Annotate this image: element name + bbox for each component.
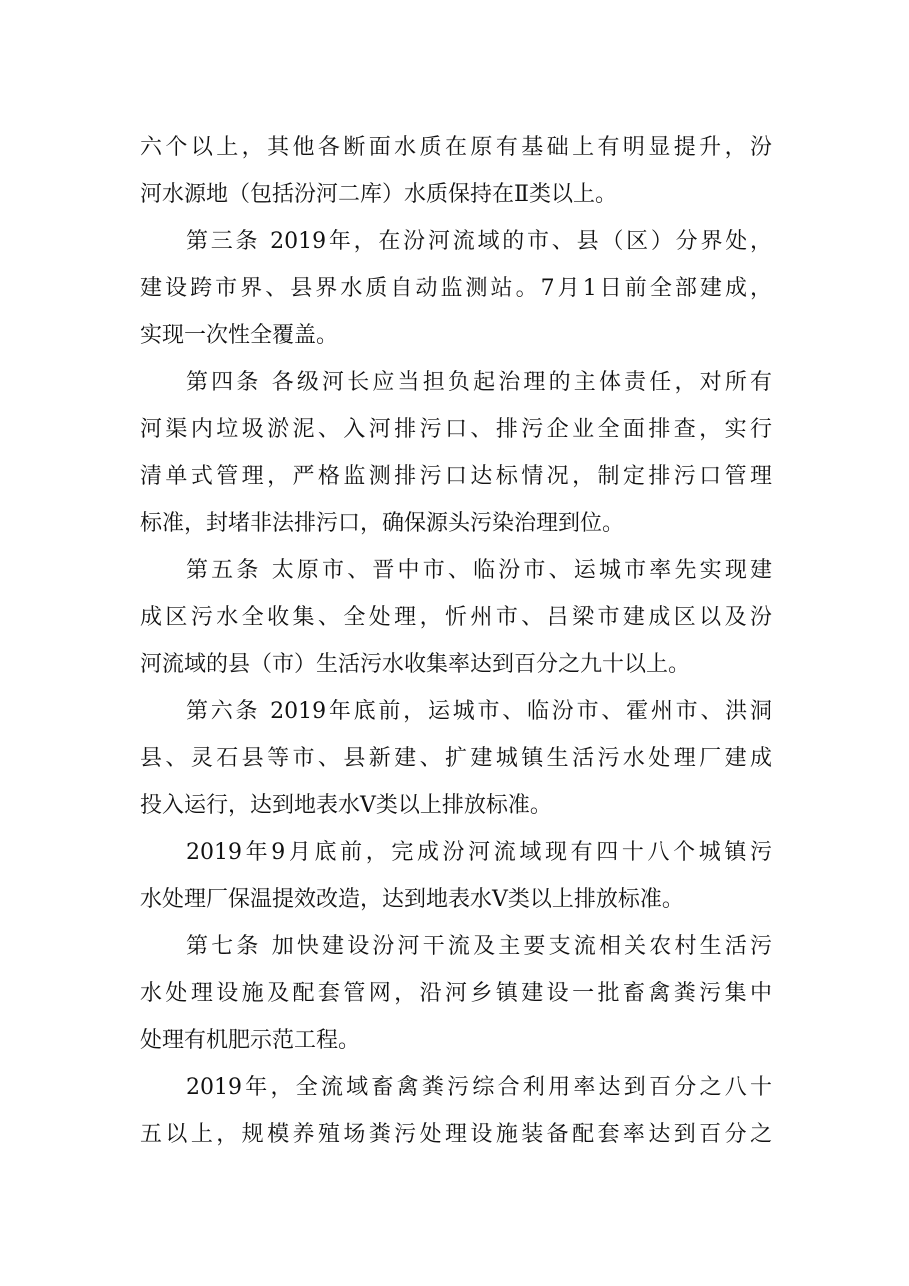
- text-line: 清单式管理，严格监测排污口达标情况，制定排污口管理: [140, 464, 772, 489]
- text-line: 水处理厂保温提效改造，达到地表水Ⅴ类以上排放标准。: [140, 887, 684, 912]
- document-body: [140, 124, 772, 1158]
- text-line: 县、灵石县等市、县新建、扩建城镇生活污水处理厂建成: [140, 746, 772, 771]
- text-line: 建设跨市界、县界水质自动监测站。7月1日前全部建成，: [140, 276, 772, 301]
- text-line: 河渠内垃圾淤泥、入河排污口、排污企业全面排查，实行: [140, 417, 772, 442]
- text-line: 第五条 太原市、晋中市、临汾市、运城市率先实现建: [186, 558, 772, 583]
- text-line: 第四条 各级河长应当担负起治理的主体责任，对所有: [186, 370, 772, 395]
- text-line: 2019年9月底前，完成汾河流域现有四十八个城镇污: [186, 840, 772, 865]
- text-line: 成区污水全收集、全处理，忻州市、吕梁市建成区以及汾: [140, 605, 772, 630]
- text-line: 2019年，全流域畜禽粪污综合利用率达到百分之八十: [186, 1075, 772, 1100]
- text-line: 五以上，规模养殖场粪污处理设施装备配套率达到百分之: [140, 1122, 772, 1147]
- text-line: 投入运行，达到地表水Ⅴ类以上排放标准。: [140, 793, 552, 818]
- text-line: 第六条 2019年底前，运城市、临汾市、霍州市、洪洞: [186, 699, 772, 724]
- text-line: 第三条 2019年，在汾河流域的市、县（区）分界处，: [186, 229, 772, 254]
- text-line: 河流域的县（市）生活污水收集率达到百分之九十以上。: [140, 652, 691, 677]
- text-line: 水处理设施及配套管网，沿河乡镇建设一批畜禽粪污集中: [140, 981, 772, 1006]
- text-line: 六个以上，其他各断面水质在原有基础上有明显提升，汾: [140, 135, 772, 160]
- text-line: 河水源地（包括汾河二库）水质保持在Ⅱ类以上。: [140, 182, 617, 207]
- text-line: 第七条 加快建设汾河干流及主要支流相关农村生活污: [186, 934, 772, 959]
- text-line: 实现一次性全覆盖。: [140, 323, 339, 348]
- text-line: 标准，封堵非法排污口，确保源头污染治理到位。: [140, 511, 625, 536]
- text-line: 处理有机肥示范工程。: [140, 1028, 361, 1053]
